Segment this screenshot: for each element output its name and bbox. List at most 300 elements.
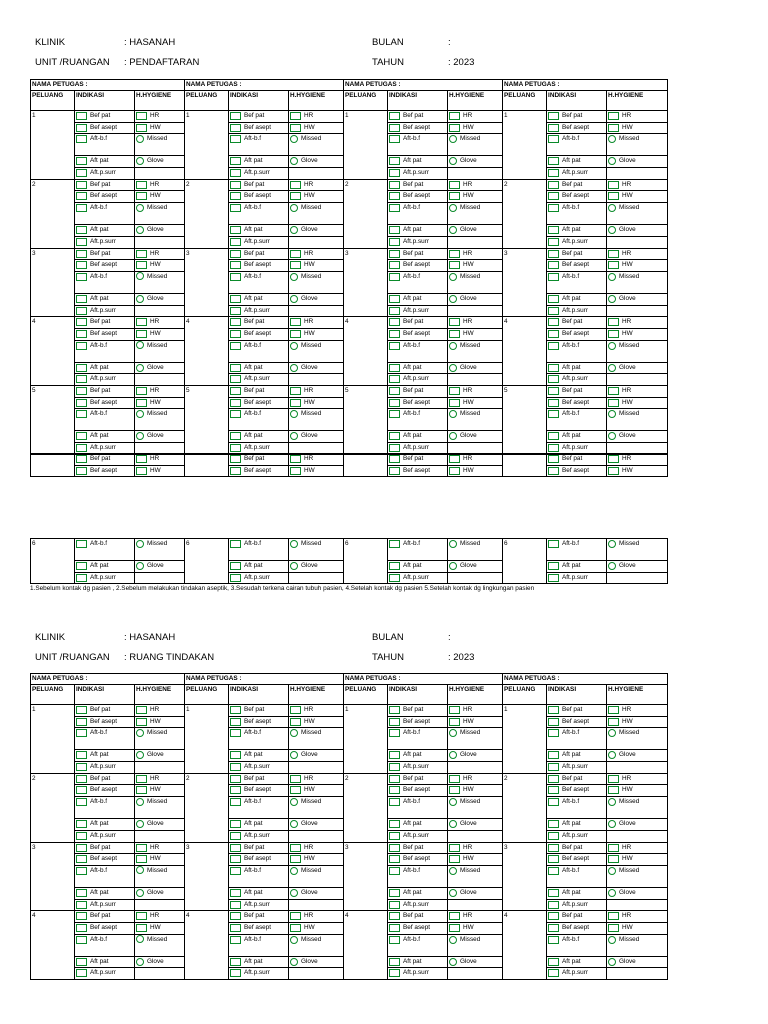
aft-psurr-checkbox[interactable] <box>76 969 87 977</box>
glove-radio[interactable] <box>290 364 298 372</box>
bef-pat-checkbox[interactable] <box>230 706 241 714</box>
aft-pat-checkbox[interactable] <box>389 958 400 966</box>
aft-psurr-checkbox[interactable] <box>76 444 87 452</box>
glove-radio[interactable] <box>449 364 457 372</box>
aft-bf-checkbox[interactable] <box>389 936 400 944</box>
bef-pat-checkbox[interactable] <box>548 775 559 783</box>
aft-bf-checkbox[interactable] <box>230 936 241 944</box>
bef-pat-checkbox[interactable] <box>76 250 87 258</box>
hw-checkbox[interactable] <box>449 924 460 932</box>
missed-radio[interactable] <box>608 135 616 143</box>
missed-radio[interactable] <box>290 135 298 143</box>
hr-checkbox[interactable] <box>290 387 301 395</box>
aft-psurr-checkbox[interactable] <box>389 444 400 452</box>
bef-asept-checkbox[interactable] <box>230 192 241 200</box>
aft-pat-checkbox[interactable] <box>548 889 559 897</box>
bef-asept-checkbox[interactable] <box>230 261 241 269</box>
hr-checkbox[interactable] <box>136 912 147 920</box>
missed-radio[interactable] <box>290 729 298 737</box>
glove-radio[interactable] <box>136 562 144 570</box>
aft-pat-checkbox[interactable] <box>548 958 559 966</box>
aft-bf-checkbox[interactable] <box>548 204 559 212</box>
glove-radio[interactable] <box>449 889 457 897</box>
aft-bf-checkbox[interactable] <box>548 936 559 944</box>
glove-radio[interactable] <box>608 157 616 165</box>
glove-radio[interactable] <box>608 751 616 759</box>
bef-asept-checkbox[interactable] <box>548 399 559 407</box>
bef-pat-checkbox[interactable] <box>389 706 400 714</box>
aft-psurr-checkbox[interactable] <box>389 832 400 840</box>
aft-pat-checkbox[interactable] <box>230 226 241 234</box>
glove-radio[interactable] <box>608 226 616 234</box>
aft-bf-checkbox[interactable] <box>76 135 87 143</box>
aft-pat-checkbox[interactable] <box>230 295 241 303</box>
aft-psurr-checkbox[interactable] <box>548 307 559 315</box>
bef-asept-checkbox[interactable] <box>76 718 87 726</box>
aft-psurr-checkbox[interactable] <box>548 969 559 977</box>
hr-checkbox[interactable] <box>608 912 619 920</box>
missed-radio[interactable] <box>608 273 616 281</box>
bef-pat-checkbox[interactable] <box>548 112 559 120</box>
glove-radio[interactable] <box>290 157 298 165</box>
missed-radio[interactable] <box>449 204 457 212</box>
bef-pat-checkbox[interactable] <box>230 318 241 326</box>
hr-checkbox[interactable] <box>136 844 147 852</box>
missed-radio[interactable] <box>449 867 457 875</box>
bef-pat-checkbox[interactable] <box>389 844 400 852</box>
hr-checkbox[interactable] <box>449 112 460 120</box>
bef-asept-checkbox[interactable] <box>230 718 241 726</box>
aft-psurr-checkbox[interactable] <box>389 763 400 771</box>
hw-checkbox[interactable] <box>136 261 147 269</box>
aft-bf-checkbox[interactable] <box>548 540 559 548</box>
aft-pat-checkbox[interactable] <box>389 295 400 303</box>
hr-checkbox[interactable] <box>136 455 147 463</box>
aft-psurr-checkbox[interactable] <box>76 901 87 909</box>
hr-checkbox[interactable] <box>449 912 460 920</box>
aft-psurr-checkbox[interactable] <box>389 375 400 383</box>
hw-checkbox[interactable] <box>449 330 460 338</box>
aft-psurr-checkbox[interactable] <box>230 238 241 246</box>
aft-pat-checkbox[interactable] <box>230 562 241 570</box>
bef-pat-checkbox[interactable] <box>389 387 400 395</box>
bef-pat-checkbox[interactable] <box>548 844 559 852</box>
aft-bf-checkbox[interactable] <box>230 342 241 350</box>
hw-checkbox[interactable] <box>608 924 619 932</box>
hw-checkbox[interactable] <box>449 855 460 863</box>
aft-pat-checkbox[interactable] <box>389 820 400 828</box>
aft-pat-checkbox[interactable] <box>76 820 87 828</box>
hw-checkbox[interactable] <box>449 261 460 269</box>
bef-asept-checkbox[interactable] <box>389 192 400 200</box>
hr-checkbox[interactable] <box>290 775 301 783</box>
hw-checkbox[interactable] <box>136 124 147 132</box>
bef-pat-checkbox[interactable] <box>230 181 241 189</box>
aft-pat-checkbox[interactable] <box>76 295 87 303</box>
aft-bf-checkbox[interactable] <box>230 273 241 281</box>
missed-radio[interactable] <box>136 272 144 280</box>
aft-bf-checkbox[interactable] <box>548 342 559 350</box>
hr-checkbox[interactable] <box>449 706 460 714</box>
aft-bf-checkbox[interactable] <box>389 729 400 737</box>
aft-psurr-checkbox[interactable] <box>548 901 559 909</box>
hr-checkbox[interactable] <box>136 775 147 783</box>
aft-bf-checkbox[interactable] <box>230 798 241 806</box>
glove-radio[interactable] <box>608 295 616 303</box>
bef-pat-checkbox[interactable] <box>389 912 400 920</box>
aft-bf-checkbox[interactable] <box>230 867 241 875</box>
aft-psurr-checkbox[interactable] <box>230 969 241 977</box>
missed-radio[interactable] <box>449 540 457 548</box>
bef-pat-checkbox[interactable] <box>76 112 87 120</box>
glove-radio[interactable] <box>290 432 298 440</box>
aft-psurr-checkbox[interactable] <box>548 832 559 840</box>
hr-checkbox[interactable] <box>136 181 147 189</box>
aft-pat-checkbox[interactable] <box>548 157 559 165</box>
aft-pat-checkbox[interactable] <box>230 889 241 897</box>
hw-checkbox[interactable] <box>136 855 147 863</box>
hw-checkbox[interactable] <box>290 855 301 863</box>
glove-radio[interactable] <box>449 157 457 165</box>
aft-pat-checkbox[interactable] <box>76 958 87 966</box>
aft-bf-checkbox[interactable] <box>76 342 87 350</box>
bef-asept-checkbox[interactable] <box>230 855 241 863</box>
bef-asept-checkbox[interactable] <box>76 786 87 794</box>
aft-pat-checkbox[interactable] <box>76 751 87 759</box>
aft-psurr-checkbox[interactable] <box>548 375 559 383</box>
hw-checkbox[interactable] <box>136 330 147 338</box>
glove-radio[interactable] <box>136 958 144 966</box>
bef-asept-checkbox[interactable] <box>389 855 400 863</box>
bef-asept-checkbox[interactable] <box>230 924 241 932</box>
glove-radio[interactable] <box>449 958 457 966</box>
missed-radio[interactable] <box>449 798 457 806</box>
bef-asept-checkbox[interactable] <box>548 855 559 863</box>
hr-checkbox[interactable] <box>608 706 619 714</box>
glove-radio[interactable] <box>449 295 457 303</box>
aft-pat-checkbox[interactable] <box>389 889 400 897</box>
aft-pat-checkbox[interactable] <box>389 562 400 570</box>
hr-checkbox[interactable] <box>136 250 147 258</box>
bef-pat-checkbox[interactable] <box>389 775 400 783</box>
hr-checkbox[interactable] <box>449 844 460 852</box>
glove-radio[interactable] <box>608 820 616 828</box>
hw-checkbox[interactable] <box>290 261 301 269</box>
hr-checkbox[interactable] <box>449 775 460 783</box>
aft-pat-checkbox[interactable] <box>389 364 400 372</box>
bef-asept-checkbox[interactable] <box>548 718 559 726</box>
glove-radio[interactable] <box>449 226 457 234</box>
hr-checkbox[interactable] <box>608 844 619 852</box>
aft-psurr-checkbox[interactable] <box>76 763 87 771</box>
missed-radio[interactable] <box>290 867 298 875</box>
glove-radio[interactable] <box>608 958 616 966</box>
glove-radio[interactable] <box>290 958 298 966</box>
bef-pat-checkbox[interactable] <box>230 844 241 852</box>
hw-checkbox[interactable] <box>449 718 460 726</box>
aft-pat-checkbox[interactable] <box>230 820 241 828</box>
hr-checkbox[interactable] <box>290 706 301 714</box>
aft-pat-checkbox[interactable] <box>548 562 559 570</box>
aft-psurr-checkbox[interactable] <box>230 901 241 909</box>
bef-asept-checkbox[interactable] <box>548 261 559 269</box>
glove-radio[interactable] <box>290 889 298 897</box>
aft-pat-checkbox[interactable] <box>230 751 241 759</box>
glove-radio[interactable] <box>449 820 457 828</box>
aft-bf-checkbox[interactable] <box>548 867 559 875</box>
aft-psurr-checkbox[interactable] <box>389 169 400 177</box>
hr-checkbox[interactable] <box>608 775 619 783</box>
missed-radio[interactable] <box>608 410 616 418</box>
bef-pat-checkbox[interactable] <box>548 455 559 463</box>
hr-checkbox[interactable] <box>449 318 460 326</box>
aft-pat-checkbox[interactable] <box>76 226 87 234</box>
glove-radio[interactable] <box>136 432 144 440</box>
hw-checkbox[interactable] <box>449 467 460 475</box>
bef-asept-checkbox[interactable] <box>389 330 400 338</box>
missed-radio[interactable] <box>290 204 298 212</box>
hr-checkbox[interactable] <box>290 844 301 852</box>
aft-bf-checkbox[interactable] <box>548 273 559 281</box>
hw-checkbox[interactable] <box>608 467 619 475</box>
hw-checkbox[interactable] <box>449 124 460 132</box>
glove-radio[interactable] <box>290 820 298 828</box>
hr-checkbox[interactable] <box>608 112 619 120</box>
aft-psurr-checkbox[interactable] <box>389 574 400 582</box>
missed-radio[interactable] <box>136 540 144 548</box>
aft-pat-checkbox[interactable] <box>548 432 559 440</box>
aft-bf-checkbox[interactable] <box>230 135 241 143</box>
missed-radio[interactable] <box>608 540 616 548</box>
hw-checkbox[interactable] <box>136 718 147 726</box>
glove-radio[interactable] <box>136 226 144 234</box>
bef-pat-checkbox[interactable] <box>76 455 87 463</box>
bef-pat-checkbox[interactable] <box>389 181 400 189</box>
missed-radio[interactable] <box>449 135 457 143</box>
bef-pat-checkbox[interactable] <box>548 706 559 714</box>
aft-psurr-checkbox[interactable] <box>230 307 241 315</box>
aft-pat-checkbox[interactable] <box>76 364 87 372</box>
missed-radio[interactable] <box>449 342 457 350</box>
aft-pat-checkbox[interactable] <box>76 562 87 570</box>
missed-radio[interactable] <box>136 935 144 943</box>
glove-radio[interactable] <box>449 751 457 759</box>
missed-radio[interactable] <box>608 936 616 944</box>
hr-checkbox[interactable] <box>136 318 147 326</box>
aft-psurr-checkbox[interactable] <box>76 375 87 383</box>
bef-asept-checkbox[interactable] <box>76 924 87 932</box>
hr-checkbox[interactable] <box>290 112 301 120</box>
aft-pat-checkbox[interactable] <box>548 364 559 372</box>
aft-bf-checkbox[interactable] <box>548 798 559 806</box>
aft-bf-checkbox[interactable] <box>389 135 400 143</box>
aft-psurr-checkbox[interactable] <box>230 763 241 771</box>
aft-psurr-checkbox[interactable] <box>76 832 87 840</box>
bef-pat-checkbox[interactable] <box>548 912 559 920</box>
bef-asept-checkbox[interactable] <box>76 855 87 863</box>
bef-asept-checkbox[interactable] <box>76 192 87 200</box>
aft-psurr-checkbox[interactable] <box>230 832 241 840</box>
hr-checkbox[interactable] <box>449 387 460 395</box>
bef-asept-checkbox[interactable] <box>230 124 241 132</box>
missed-radio[interactable] <box>136 341 144 349</box>
missed-radio[interactable] <box>136 410 144 418</box>
aft-pat-checkbox[interactable] <box>389 751 400 759</box>
aft-pat-checkbox[interactable] <box>76 432 87 440</box>
hw-checkbox[interactable] <box>290 718 301 726</box>
missed-radio[interactable] <box>290 798 298 806</box>
hw-checkbox[interactable] <box>608 786 619 794</box>
bef-pat-checkbox[interactable] <box>76 912 87 920</box>
hw-checkbox[interactable] <box>608 261 619 269</box>
missed-radio[interactable] <box>290 342 298 350</box>
bef-pat-checkbox[interactable] <box>230 112 241 120</box>
bef-pat-checkbox[interactable] <box>389 318 400 326</box>
hw-checkbox[interactable] <box>136 399 147 407</box>
aft-pat-checkbox[interactable] <box>389 432 400 440</box>
missed-radio[interactable] <box>136 798 144 806</box>
hw-checkbox[interactable] <box>290 192 301 200</box>
aft-psurr-checkbox[interactable] <box>230 169 241 177</box>
missed-radio[interactable] <box>136 729 144 737</box>
bef-asept-checkbox[interactable] <box>548 467 559 475</box>
glove-radio[interactable] <box>136 751 144 759</box>
hr-checkbox[interactable] <box>449 250 460 258</box>
missed-radio[interactable] <box>290 273 298 281</box>
aft-bf-checkbox[interactable] <box>548 410 559 418</box>
bef-pat-checkbox[interactable] <box>548 250 559 258</box>
bef-asept-checkbox[interactable] <box>389 786 400 794</box>
aft-bf-checkbox[interactable] <box>76 798 87 806</box>
bef-asept-checkbox[interactable] <box>76 124 87 132</box>
aft-psurr-checkbox[interactable] <box>76 307 87 315</box>
bef-asept-checkbox[interactable] <box>230 330 241 338</box>
aft-pat-checkbox[interactable] <box>548 226 559 234</box>
aft-bf-checkbox[interactable] <box>389 273 400 281</box>
aft-pat-checkbox[interactable] <box>548 751 559 759</box>
bef-asept-checkbox[interactable] <box>548 192 559 200</box>
bef-asept-checkbox[interactable] <box>548 786 559 794</box>
aft-psurr-checkbox[interactable] <box>548 169 559 177</box>
missed-radio[interactable] <box>290 410 298 418</box>
missed-radio[interactable] <box>608 729 616 737</box>
bef-asept-checkbox[interactable] <box>548 924 559 932</box>
hw-checkbox[interactable] <box>608 124 619 132</box>
aft-psurr-checkbox[interactable] <box>230 375 241 383</box>
bef-asept-checkbox[interactable] <box>389 261 400 269</box>
missed-radio[interactable] <box>608 867 616 875</box>
aft-bf-checkbox[interactable] <box>548 729 559 737</box>
hw-checkbox[interactable] <box>290 124 301 132</box>
glove-radio[interactable] <box>290 295 298 303</box>
hr-checkbox[interactable] <box>608 250 619 258</box>
bef-pat-checkbox[interactable] <box>230 455 241 463</box>
bef-asept-checkbox[interactable] <box>230 467 241 475</box>
hw-checkbox[interactable] <box>608 399 619 407</box>
bef-asept-checkbox[interactable] <box>389 124 400 132</box>
aft-bf-checkbox[interactable] <box>76 410 87 418</box>
bef-asept-checkbox[interactable] <box>389 467 400 475</box>
bef-pat-checkbox[interactable] <box>389 250 400 258</box>
bef-asept-checkbox[interactable] <box>548 124 559 132</box>
glove-radio[interactable] <box>136 820 144 828</box>
bef-asept-checkbox[interactable] <box>76 261 87 269</box>
aft-pat-checkbox[interactable] <box>230 364 241 372</box>
hr-checkbox[interactable] <box>608 318 619 326</box>
bef-pat-checkbox[interactable] <box>230 387 241 395</box>
bef-pat-checkbox[interactable] <box>76 844 87 852</box>
hr-checkbox[interactable] <box>449 181 460 189</box>
hw-checkbox[interactable] <box>449 399 460 407</box>
bef-pat-checkbox[interactable] <box>230 912 241 920</box>
bef-asept-checkbox[interactable] <box>76 467 87 475</box>
aft-pat-checkbox[interactable] <box>230 958 241 966</box>
bef-pat-checkbox[interactable] <box>230 250 241 258</box>
bef-asept-checkbox[interactable] <box>76 330 87 338</box>
aft-psurr-checkbox[interactable] <box>389 901 400 909</box>
missed-radio[interactable] <box>449 273 457 281</box>
hr-checkbox[interactable] <box>290 455 301 463</box>
hw-checkbox[interactable] <box>136 467 147 475</box>
missed-radio[interactable] <box>449 729 457 737</box>
bef-asept-checkbox[interactable] <box>548 330 559 338</box>
aft-psurr-checkbox[interactable] <box>548 574 559 582</box>
aft-psurr-checkbox[interactable] <box>76 169 87 177</box>
hr-checkbox[interactable] <box>290 181 301 189</box>
hw-checkbox[interactable] <box>608 718 619 726</box>
hr-checkbox[interactable] <box>136 112 147 120</box>
aft-psurr-checkbox[interactable] <box>76 574 87 582</box>
hw-checkbox[interactable] <box>290 399 301 407</box>
aft-pat-checkbox[interactable] <box>230 157 241 165</box>
hw-checkbox[interactable] <box>608 330 619 338</box>
aft-bf-checkbox[interactable] <box>230 729 241 737</box>
aft-bf-checkbox[interactable] <box>76 273 87 281</box>
hw-checkbox[interactable] <box>290 467 301 475</box>
aft-psurr-checkbox[interactable] <box>230 444 241 452</box>
bef-asept-checkbox[interactable] <box>230 399 241 407</box>
hw-checkbox[interactable] <box>608 192 619 200</box>
hr-checkbox[interactable] <box>449 455 460 463</box>
aft-pat-checkbox[interactable] <box>389 157 400 165</box>
hw-checkbox[interactable] <box>290 924 301 932</box>
hw-checkbox[interactable] <box>290 330 301 338</box>
glove-radio[interactable] <box>136 295 144 303</box>
aft-pat-checkbox[interactable] <box>230 432 241 440</box>
aft-bf-checkbox[interactable] <box>76 540 87 548</box>
missed-radio[interactable] <box>608 798 616 806</box>
aft-bf-checkbox[interactable] <box>389 204 400 212</box>
missed-radio[interactable] <box>608 342 616 350</box>
glove-radio[interactable] <box>449 562 457 570</box>
aft-bf-checkbox[interactable] <box>389 342 400 350</box>
aft-bf-checkbox[interactable] <box>230 540 241 548</box>
aft-bf-checkbox[interactable] <box>389 540 400 548</box>
glove-radio[interactable] <box>608 562 616 570</box>
aft-bf-checkbox[interactable] <box>230 204 241 212</box>
bef-pat-checkbox[interactable] <box>548 181 559 189</box>
hw-checkbox[interactable] <box>136 924 147 932</box>
bef-asept-checkbox[interactable] <box>389 718 400 726</box>
bef-asept-checkbox[interactable] <box>389 399 400 407</box>
glove-radio[interactable] <box>449 432 457 440</box>
glove-radio[interactable] <box>290 751 298 759</box>
missed-radio[interactable] <box>136 204 144 212</box>
missed-radio[interactable] <box>136 135 144 143</box>
hr-checkbox[interactable] <box>608 181 619 189</box>
aft-bf-checkbox[interactable] <box>230 410 241 418</box>
bef-pat-checkbox[interactable] <box>76 706 87 714</box>
